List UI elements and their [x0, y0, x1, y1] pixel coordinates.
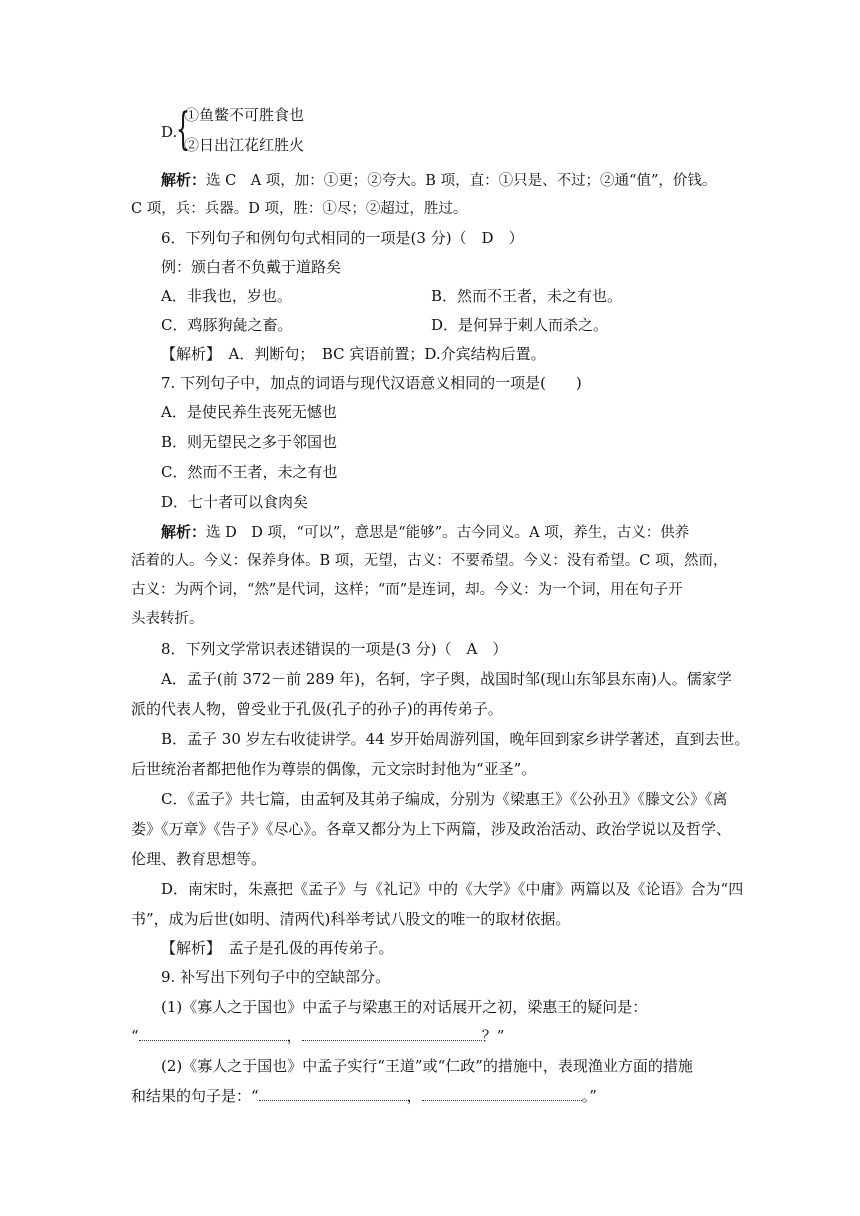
q5-analysis-line-1 — [161, 170, 716, 191]
answer-blank[interactable] — [302, 1026, 482, 1041]
analysis-text: 选 D D 项，“可以”，意思是“能够”。古今同义。A 项，养生，古义：供养 — [206, 525, 690, 541]
comma: ， — [286, 1027, 302, 1045]
q7-option-b: B．则无望民之多于邻国也 — [161, 433, 338, 451]
analysis-heading: 解析： — [161, 523, 207, 541]
q7-option-d: D．七十者可以食肉矣 — [161, 493, 309, 511]
q7-analysis-line-1 — [161, 522, 689, 543]
q8-option-a-line-1: A．孟子(前 372－前 289 年)，名轲，字子舆，战国时邹(现山东邹县东南)人。儒家学 — [161, 670, 732, 688]
q9-part-2-prompt: (2)《寡人之于国也》中孟子实行“王道”或“仁政”的措施中，表现渔业方面的措施 — [161, 1057, 693, 1075]
q9-part-2-answer — [131, 1086, 597, 1106]
analysis-text: 选 C A 项，加：①更；②夸大。B 项，直：①只是、不过；②通“值”，价钱。 — [206, 173, 717, 189]
q6-stem: 6．下列句子和例句句式相同的一项是(3 分)（ D ） — [161, 229, 524, 247]
answer-blank[interactable] — [422, 1086, 582, 1101]
q7-stem: 7. 下列句子中，加点的词语与现代汉语意义相同的一项是( ) — [161, 374, 582, 392]
q6-analysis: 【解析】 A．判断句； BC 宾语前置；D.介宾结构后置。 — [161, 345, 546, 363]
answer-blank[interactable] — [139, 1026, 287, 1041]
q6-option-d: D．是何异于刺人而杀之。 — [431, 316, 609, 334]
q8-option-c-line-2: 娄》《万章》《告子》《尽心》。各章又都分为上下两篇，涉及政治活动、政治学说以及哲学、 — [131, 820, 732, 838]
q7-analysis-line-3: 古义：为两个词，“然”是代词，这样；“而”是连词，却。今义：为一个词，用在句子开 — [131, 582, 683, 598]
q8-option-c-line-1: C．《孟子》共七篇，由孟轲及其弟子编成，分别为《梁惠王》《公孙丑》《滕文公》《离 — [161, 790, 728, 808]
q6-option-a: A．非我也，岁也。 — [161, 287, 292, 305]
q7-option-c: C．然而不王者，未之有也 — [161, 463, 338, 481]
q8-option-d-line-1: D．南宋时，朱熹把《孟子》与《礼记》中的《大学》《中庸》两篇以及《论语》合为“四 — [161, 880, 744, 898]
q9-part-1-prompt: (1)《寡人之于国也》中孟子与梁惠王的对话展开之初，梁惠王的疑问是： — [161, 998, 648, 1016]
open-quote: “ — [131, 1027, 139, 1045]
q6-option-c: C．鸡豚狗彘之畜。 — [161, 316, 293, 334]
q8-option-c-line-3: 伦理、教育思想等。 — [131, 850, 267, 868]
q8-analysis: 【解析】 孟子是孔伋的再传弟子。 — [161, 939, 394, 957]
curly-brace-icon: { — [176, 104, 190, 155]
q7-option-a: A．是使民养生丧死无憾也 — [161, 403, 337, 421]
q6-option-b: B．然而不王者，未之有也。 — [431, 287, 623, 305]
part-2-lead: 和结果的句子是：“ — [131, 1087, 259, 1105]
option-d-line-1: ①鱼鳖不可胜食也 — [184, 106, 305, 124]
option-d-label: D. — [161, 123, 178, 141]
q9-stem: 9. 补写出下列句子中的空缺部分。 — [161, 968, 391, 986]
answer-blank[interactable] — [259, 1086, 407, 1101]
q8-option-b-line-2: 后世统治者都把他作为尊崇的偶像，元文宗时封他为“亚圣”。 — [131, 760, 537, 778]
q7-analysis-line-4: 头表转折。 — [131, 611, 204, 627]
q7-analysis-line-2: 活着的人。今义：保养身体。B 项，无望，古义：不要希望。今义：没有希望。C 项，然而， — [131, 553, 728, 569]
close-quote: 。” — [581, 1087, 597, 1105]
q5-analysis-line-2: C 项，兵：兵器。D 项，胜：①尽；②超过，胜过。 — [131, 201, 468, 217]
q8-option-b-line-1: B．孟子 30 岁左右收徒讲学。44 岁开始周游列国，晚年回到家乡讲学著述，直到去世。 — [161, 730, 750, 748]
q9-part-1-answer — [131, 1026, 504, 1046]
analysis-heading: 解析： — [161, 171, 207, 189]
q8-option-a-line-2: 派的代表人物，曾受业于孔伋(孔子的孙子)的再传弟子。 — [131, 700, 503, 718]
q8-option-d-line-2: 书”，成为后世(如明、清两代)科举考试八股文的唯一的取材依据。 — [131, 910, 571, 928]
q8-stem: 8．下列文学常识表述错误的一项是(3 分)（ A ） — [161, 640, 508, 658]
comma: ， — [406, 1087, 422, 1105]
q6-example: 例：颁白者不负戴于道路矣 — [161, 258, 342, 276]
close-quote: ？” — [481, 1027, 505, 1045]
option-d-line-2: ②日出江花红胜火 — [184, 136, 305, 154]
